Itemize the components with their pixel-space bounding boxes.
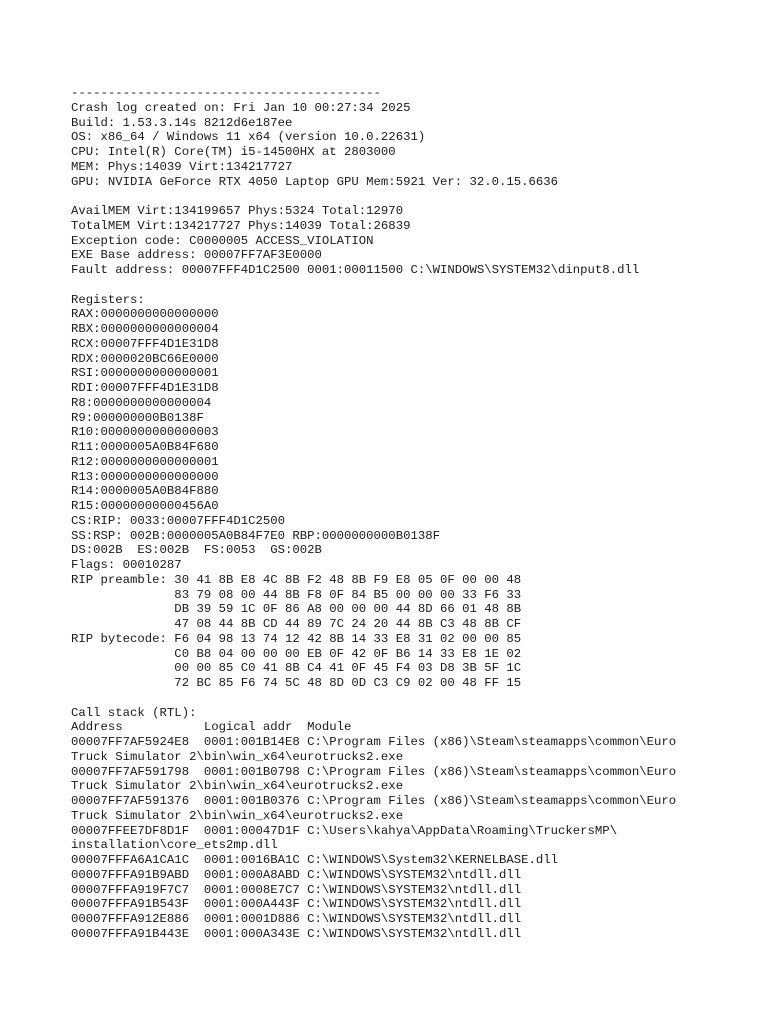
register-line: R8:0000000000000004	[71, 395, 212, 410]
call-stack-column-header: Address Logical addr Module	[71, 720, 352, 735]
register-line: SS:RSP: 002B:0000005A0B84F7E0 RBP:0000000000B0138F	[71, 528, 440, 543]
call-stack-line: 00007FF7AF591798 0001:001B0798 C:\Program Files (x86)\Steam\steamapps\common\Euro	[71, 764, 677, 779]
registers-heading: Registers:	[71, 292, 145, 307]
fault-address-line: Fault address: 00007FFF4D1C2500 0001:00011500 C:\WINDOWS\SYSTEM32\dinput8.dll	[71, 263, 640, 277]
call-stack-line: 00007FF7AF591376 0001:001B0376 C:\Program Files (x86)\Steam\steamapps\common\Euro	[71, 794, 677, 808]
register-line: RCX:00007FFF4D1E31D8	[71, 336, 219, 351]
call-stack-line: 00007FFFA6A1CA1C 0001:0016BA1C C:\WINDOWS\System32\KERNELBASE.dll	[71, 853, 559, 867]
totalmem-line: TotalMEM Virt:134217727 Phys:14039 Total:26839	[71, 218, 411, 233]
call-stack-line: 00007FF7AF5924E8 0001:001B14E8 C:\Program Files (x86)\Steam\steamapps\common\Euro	[71, 735, 677, 749]
exception-code-line: Exception code: C0000005 ACCESS_VIOLATION	[71, 233, 374, 248]
call-stack-heading: Call stack (RTL):	[71, 705, 197, 720]
register-line: RDX:0000020BC66E0000	[71, 351, 219, 366]
register-line: DS:002B ES:002B FS:0053 GS:002B	[71, 543, 322, 558]
rip-preamble-line: DB 39 59 1C 0F 86 A8 00 00 00 44 8D 66 01 48 8B	[71, 602, 522, 617]
cpu-line: CPU: Intel(R) Core(TM) i5-14500HX at 2803000	[71, 145, 396, 159]
crash-log-document	[71, 86, 768, 942]
availmem-line: AvailMEM Virt:134199657 Phys:5324 Total:12970	[71, 204, 404, 218]
gpu-line: GPU: NVIDIA GeForce RTX 4050 Laptop GPU Mem:5921 Ver: 32.0.15.6636	[71, 174, 559, 189]
crash-log-created-line: Crash log created on: Fri Jan 10 00:27:34 2025	[71, 100, 411, 115]
register-line: RSI:0000000000000001	[71, 366, 219, 381]
register-line: R11:0000005A0B84F680	[71, 440, 219, 454]
mem-line: MEM: Phys:14039 Virt:134217727	[71, 159, 293, 174]
rip-preamble-line: 83 79 08 00 44 8B F8 0F 84 B5 00 00 00 33 F6 33	[71, 587, 522, 602]
rip-bytecode-line: C0 B8 04 00 00 00 EB 0F 42 0F B6 14 33 E8 1E 02	[71, 646, 522, 661]
build-line: Build: 1.53.3.14s 8212d6e187ee	[71, 115, 293, 130]
call-stack-line: Truck Simulator 2\bin\win_x64\eurotrucks2.exe	[71, 749, 404, 764]
register-line: R13:0000000000000000	[71, 469, 219, 484]
os-line: OS: x86_64 / Windows 11 x64 (version 10.0.22631)	[71, 130, 426, 145]
call-stack-line: 00007FFFA912E886 0001:0001D886 C:\WINDOWS\SYSTEM32\ntdll.dll	[71, 912, 522, 926]
register-line: RAX:0000000000000000	[71, 307, 219, 322]
call-stack-line: Truck Simulator 2\bin\win_x64\eurotrucks2.exe	[71, 779, 404, 794]
call-stack-line: 00007FFEE7DF8D1F 0001:00047D1F C:\Users\kahya\AppData\Roaming\TruckersMP\	[71, 823, 618, 838]
exe-base-address-line: EXE Base address: 00007FF7AF3E0000	[71, 248, 322, 263]
blank-line	[71, 691, 768, 706]
rip-preamble-line: RIP preamble: 30 41 8B E8 4C 8B F2 48 8B F9 E8 05 0F 00 00 48	[71, 572, 522, 587]
rip-preamble-line: 47 08 44 8B CD 44 89 7C 24 20 44 8B C3 48 8B CF	[71, 617, 522, 631]
flags-line: Flags: 00010287	[71, 558, 182, 572]
register-line: R15:00000000000456A0	[71, 499, 219, 513]
register-line: R14:0000005A0B84F880	[71, 484, 219, 499]
rip-bytecode-line: 72 BC 85 F6 74 5C 48 8D 0D C3 C9 02 00 48 FF 15	[71, 676, 522, 690]
register-line: RDI:00007FFF4D1E31D8	[71, 381, 219, 395]
register-line: R9:000000000B0138F	[71, 410, 204, 425]
rip-bytecode-line: RIP bytecode: F6 04 98 13 74 12 42 8B 14 33 E8 31 02 00 00 85	[71, 631, 522, 646]
call-stack-line: installation\core_ets2mp.dll	[71, 838, 278, 853]
register-line: R12:0000000000000001	[71, 454, 219, 469]
register-line: RBX:0000000000000004	[71, 322, 219, 336]
call-stack-line: 00007FFFA91B443E 0001:000A343E C:\WINDOWS\SYSTEM32\ntdll.dll	[71, 926, 522, 941]
call-stack-line: 00007FFFA91B543F 0001:000A443F C:\WINDOWS\SYSTEM32\ntdll.dll	[71, 897, 522, 912]
register-line: CS:RIP: 0033:00007FFF4D1C2500	[71, 513, 286, 528]
call-stack-line: Truck Simulator 2\bin\win_x64\eurotrucks2.exe	[71, 808, 404, 823]
blank-line	[71, 189, 768, 204]
call-stack-line: 00007FFFA919F7C7 0001:0008E7C7 C:\WINDOWS\SYSTEM32\ntdll.dll	[71, 882, 522, 897]
register-line: R10:0000000000000003	[71, 425, 219, 440]
call-stack-line: 00007FFFA91B9ABD 0001:000A8ABD C:\WINDOWS\SYSTEM32\ntdll.dll	[71, 867, 522, 882]
separator-line: ------------------------------------------	[71, 86, 381, 100]
blank-line	[71, 278, 768, 293]
rip-bytecode-line: 00 00 85 C0 41 8B C4 41 0F 45 F4 03 D8 3B 5F 1C	[71, 661, 522, 676]
